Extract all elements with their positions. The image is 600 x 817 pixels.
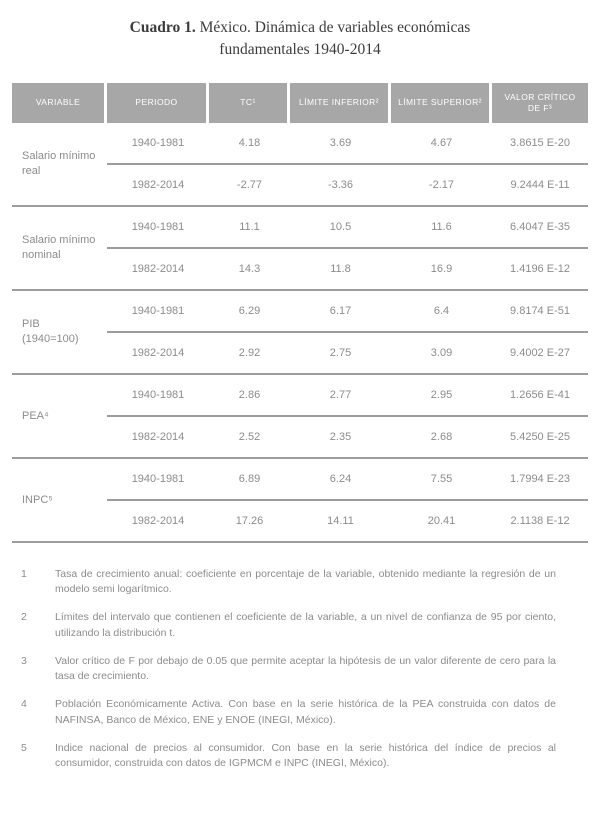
footnote-1 [12,567,600,597]
footnote-number: 4 [21,698,27,711]
table-header-row [12,83,588,123]
column-header-limite-superior: LÍMITE SUPERIOR² [391,83,492,123]
cell-periodo: 1982-2014 [131,515,185,527]
footnote-3 [12,654,600,684]
table-title [90,17,510,61]
cell-tc: 4.18 [238,137,261,149]
variable-label [12,291,107,373]
column-header-valor-critico: VALOR CRÍTICO DE F³ [492,83,588,123]
footnote-text: Población Económicamente Activa. Con base en la serie histórica de la PEA construida con datos de NAFINSA, Banco de México, ENE y ENOE (INEGI, México). [55,698,556,726]
variable-label [12,207,107,289]
cell-tc: 17.26 [235,515,264,527]
cell-tc: -2.77 [236,179,263,191]
cell-limite-superior: 16.9 [430,263,453,275]
table-group-pib [12,291,588,375]
cell-limite-inferior: 2.35 [329,431,352,443]
cell-limite-inferior: 2.77 [329,389,352,401]
variable-label-text: PIB (1940=100) [22,318,79,345]
cell-limite-superior: 7.55 [430,473,453,485]
cell-limite-superior: -2.17 [428,179,455,191]
cell-limite-inferior: 2.75 [329,347,352,359]
cell-limite-inferior: 11.8 [330,263,351,275]
cell-limite-inferior: -3.36 [327,179,354,191]
cell-valor-critico: 1.7994 E-23 [510,473,570,485]
cell-valor-critico: 2.1138 E-12 [510,515,570,527]
variable-label [12,375,107,457]
paper-page [0,17,600,817]
cell-periodo: 1940-1981 [131,221,185,233]
cell-valor-critico: 5.4250 E-25 [510,431,570,443]
footnote-text: Valor crítico de F por debajo de 0.05 que permite aceptar la hipótesis de un valor diferente de cero para la tasa de crecimiento. [55,654,556,683]
footnote-text: Límites del intervalo que contienen el coeficiente de la variable, a un nivel de confianza de 95 por ciento, utilizando la distribución t. [55,611,556,639]
variable-label-text: INPC⁵ [22,493,53,506]
cell-valor-critico: 1.4196 E-12 [510,263,570,275]
cell-periodo: 1982-2014 [131,347,185,359]
variable-label-text: Salario mínimo real [22,150,96,177]
table-group-salario-minimo-real [12,123,588,207]
cell-valor-critico: 9.2444 E-11 [510,179,570,191]
variable-label-text: Salario mínimo nominal [22,234,96,261]
cell-valor-critico: 6.4047 E-35 [510,221,570,233]
cell-tc: 11.1 [239,221,260,233]
cell-valor-critico: 1.2656 E-41 [510,389,570,401]
table-title-text: México. Dinámica de variables económicas fundamentales 1940-2014 [195,19,471,58]
footnote-text: Tasa de crecimiento anual: coeficiente en porcentaje de la variable, obtenido mediante la regresión de un modelo semi logarítmico. [55,568,556,596]
column-header-variable: VARIABLE [12,83,107,123]
table-group-pea [12,375,588,459]
column-header-tc: TC¹ [209,83,290,123]
cell-periodo: 1982-2014 [131,263,185,275]
footnote-number: 1 [21,568,27,580]
cell-tc: 6.89 [238,473,261,485]
footnote-5 [12,741,600,771]
variable-label [12,123,107,205]
cell-tc: 14.3 [238,263,261,275]
footnote-number: 3 [21,654,27,667]
table-group-inpc [12,459,588,543]
footnote-number: 2 [21,611,27,624]
footnote-text: Indice nacional de precios al consumidor. Con base en la serie histórica del índice de precios al consumidor, construida con datos de IGPMCM e INPC (INEGI, México). [55,741,556,769]
cell-periodo: 1940-1981 [131,305,185,317]
cell-limite-superior: 4.67 [430,137,453,149]
footnote-4 [12,697,600,727]
footnote-2 [12,610,600,640]
variable-label-text: PEA⁴ [22,409,49,422]
data-table [12,83,588,543]
cell-limite-inferior: 14.11 [327,515,354,527]
cell-periodo: 1982-2014 [131,431,185,443]
cell-tc: 2.52 [238,431,261,443]
cell-limite-inferior: 6.24 [329,473,352,485]
cell-limite-superior: 11.6 [431,221,452,233]
cell-periodo: 1940-1981 [131,473,185,485]
cell-periodo: 1982-2014 [131,179,185,191]
cell-valor-critico: 9.8174 E-51 [510,305,570,317]
cell-periodo: 1940-1981 [131,389,185,401]
cell-tc: 6.29 [238,305,261,317]
cell-limite-superior: 3.09 [430,347,453,359]
footnote-number: 5 [21,741,27,754]
cell-tc: 2.86 [238,389,261,401]
cell-limite-superior: 6.4 [433,305,450,317]
table-group-salario-minimo-nominal [12,207,588,291]
cell-limite-inferior: 10.5 [329,221,352,233]
cell-limite-superior: 2.68 [430,431,453,443]
cell-tc: 2.92 [238,347,261,359]
cell-valor-critico: 3.8615 E-20 [510,137,570,149]
cell-limite-superior: 20.41 [427,515,456,527]
column-header-limite-inferior: LÍMITE INFERIOR² [290,83,391,123]
cell-valor-critico: 9.4002 E-27 [510,347,570,359]
column-header-periodo: PERIODO [107,83,209,123]
table-title-number: Cuadro 1. [129,19,196,36]
cell-periodo: 1940-1981 [131,137,185,149]
cell-limite-inferior: 6.17 [329,305,352,317]
footnotes [12,567,600,771]
cell-limite-superior: 2.95 [430,389,453,401]
variable-label [12,459,107,541]
cell-limite-inferior: 3.69 [329,137,352,149]
